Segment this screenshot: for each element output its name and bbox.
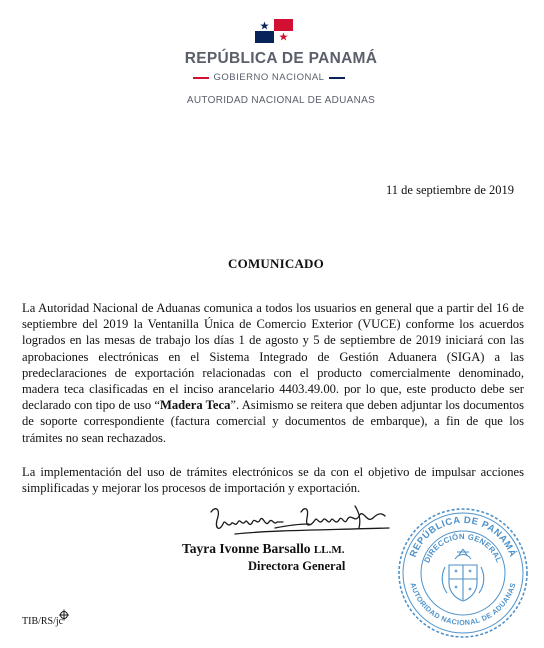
agency-name: AUTORIDAD NACIONAL DE ADUANAS (186, 95, 376, 106)
blue-divider (329, 77, 345, 79)
signatory-name-text: Tayra Ivonne Barsallo (182, 541, 311, 556)
paragraph-announcement (22, 300, 524, 446)
svg-text:REPÚBLICA DE PANAMÁ: REPÚBLICA DE PANAMÁ (407, 514, 519, 559)
panama-flag-icon (255, 19, 293, 43)
svg-text:DIRECCIÓN GENERAL: DIRECCIÓN GENERAL (422, 531, 504, 565)
paragraph-objective: La implementación del uso de trámites electrónicos se da con el objetivo de impulsar acciones simplificadas y mejorar los procesos de importación y exportación. (22, 465, 524, 496)
government-subtitle (180, 72, 358, 83)
author-initials: TIB/RS/jc (22, 616, 64, 627)
government-label: GOBIERNO NACIONAL (213, 72, 325, 83)
handwritten-signature (205, 498, 395, 542)
svg-text:AUTORIDAD NACIONAL DE ADUANAS: AUTORIDAD NACIONAL DE ADUANAS (408, 581, 518, 628)
signatory-name (182, 541, 344, 557)
red-divider (193, 77, 209, 79)
paragraph1-text-a: La Autoridad Nacional de Aduanas comunica a todos los usuarios en general que a partir del 16 de septiembre del 2019 la Ventanilla Única de Comercio Exterior (VUCE) conforme los acuerdos logrados en las mesas de trabajo los días 1 de agosto y 5 de septiembre de 2019 iniciará con las aprobaciones electrónicas en el Sistema Integrado de Gestión Aduanera (SIGA) a las predeclaraciones de exportación relacionadas con el producto comercialmente denominado, madera teca clasificadas en el inciso arancelario 4403.49.00. por lo que, este producto debe ser declarado con tipo de uso “ (22, 301, 524, 413)
paragraph1-text-b: ”. Asimismo se reitera que deben adjuntar los documentos de soporte correspondiente (factura comercial y documentos de embarque), a fin de que los trámites no sean rechazados. (22, 398, 525, 445)
initials-flourish-icon (58, 609, 70, 621)
signatory-title: Directora General (248, 559, 346, 573)
country-title: REPÚBLICA DE PANAMÁ (184, 50, 378, 67)
official-seal-stamp (395, 505, 531, 641)
document-heading: COMUNICADO (228, 256, 324, 271)
signatory-credential: LL.M. (313, 544, 345, 556)
paragraph1-bold-term: Madera Teca (159, 398, 231, 413)
document-date: 11 de septiembre de 2019 (386, 183, 514, 197)
